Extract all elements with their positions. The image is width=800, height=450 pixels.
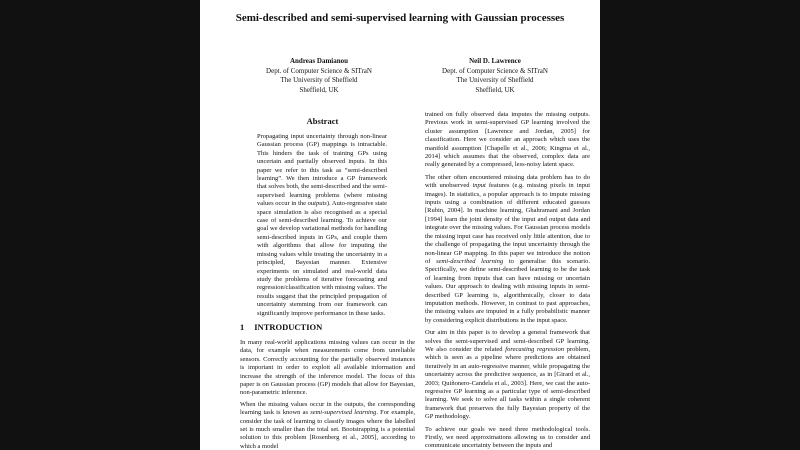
abstract-body [257,133,387,321]
abstract-heading: Abstract [306,116,339,126]
author-univ: The University of Sheffield [456,76,534,84]
author-city: Sheffield, UK [299,85,339,94]
abstract-paragraph: Propagating input uncertainty through non-linear Gaussian process (GP) mappings is intractable. This hinders the task of training GPs using uncertain and partially observed inputs. In this paper we refer to this task as “semi-described learning”. We then introduce a GP framework that solves both, the semi-described and the semi-supervised learning problems (where missing values occur in the outputs). Auto-regressive state space simulation is also recognised as a special case of semi-described learning. To achieve our goal we develop variational methods for handling semi-described inputs in GPs, and couple them with algorithms that allow for imputing the missing values while treating the uncertainty in a principled, Bayesian manner. Extensive experiments on simulated and real-world data study the problems of iterative forecasting and regression/classification with missing values. The results suggest that the principled propagation of uncertainty stemming from our framework can significantly improve performance in these tasks. [257,133,387,317]
paper-title: Semi-described and semi-supervised learning with Gaussian processes [235,12,565,24]
section-heading: 1 INTRODUCTION [240,322,323,332]
paragraph: When the missing values occur in the outputs, the corresponding learning task is known as semi-supervised learning. For example, consider the task of learning to classify images where the labelled set is much smaller than the total set. Bootstrapping is a potential solution to this problem [Rosenberg et al., 2005], according to which a model [240,400,416,450]
paragraph: The other often encountered missing data problem has to do with unobserved input features (e.g. missing pixels in input images). In statistics, a popular approach is to impute missing inputs using a combination of different educated guesses [Rubin, 2004]. In machine learning, Ghahramani and Jordan [1994] learn the joint density of the input and output data and integrate over the missing values. For Gaussian process models the missing input case has received only little attention, due to the challenge of propagating the input uncertainty through the non-linear GP mapping. In this paper we introduce the notion of semi-described learning to generalise this scenario. Specifically, we define semi-described learning to be the task of learning from inputs that can have missing or uncertain values. Our approach to dealing with missing inputs in semi-described GP learning is, algorithmically, closer to data imputation methods. However, in contrast to past approaches, the missing values are imputed in a fully probabilistic manner by considering explicit distributions in the input space. [425,173,590,324]
intro-right-column [425,111,590,450]
author-dept: Dept. of Computer Science & SITraN [442,66,548,75]
paragraph: In many real-world applications missing values can occur in the data, for example when measurements come from unreliable sensors. Correctly accounting for the partially observed instances is important in order to exploit all available information and increase the strength of the inference model. The focus of this paper is on Gaussian process (GP) models that allow for Bayesian, non-parametric inference. [240,339,415,397]
author-dept: Dept. of Computer Science & SITraN [266,66,372,75]
author-block-1 [244,57,394,95]
paragraph: To achieve our goals we need three methodological tools. Firstly, we need approximations allowing us to consider and communicate uncertainty between the inputs and [425,425,590,450]
author-name: Andreas Damianou [289,57,349,65]
paragraph: Our aim in this paper is to develop a general framework that solves the semi-supervised and semi-described GP learning. We also consider the related forecasting regression problem, which is seen as a pipeline where predictions are obtained iteratively in an auto-regressive manner, while propagating the uncertainty across the predictive sequence, as in [Girard et al., 2003; Quiñonero-Candela et al., 2003]. Here, we cast the auto-regressive GP learning as a particular type of semi-described learning. We seek to solve all tasks within a single coherent framework that preserves the fully Bayesian property of the GP methodology. [425,329,590,421]
paragraph: trained on fully observed data imputes the missing outputs. Previous work in semi-supervised GP learning involved the cluster assumption [Lawrence and Jordan, 2005] for classification. Here we consider an approach which uses the manifold assumption [Chapelle et al., 2006; Kingma et al., 2014] which assumes that the observed, complex data are really generated by a compressed, less-noisy latent space. [425,111,590,169]
paper-page [200,0,600,450]
author-block-2 [420,57,570,95]
author-name: Neil D. Lawrence [469,57,521,65]
intro-left-column [240,339,415,450]
author-city: Sheffield, UK [475,85,515,94]
author-univ: The University of Sheffield [280,76,358,84]
